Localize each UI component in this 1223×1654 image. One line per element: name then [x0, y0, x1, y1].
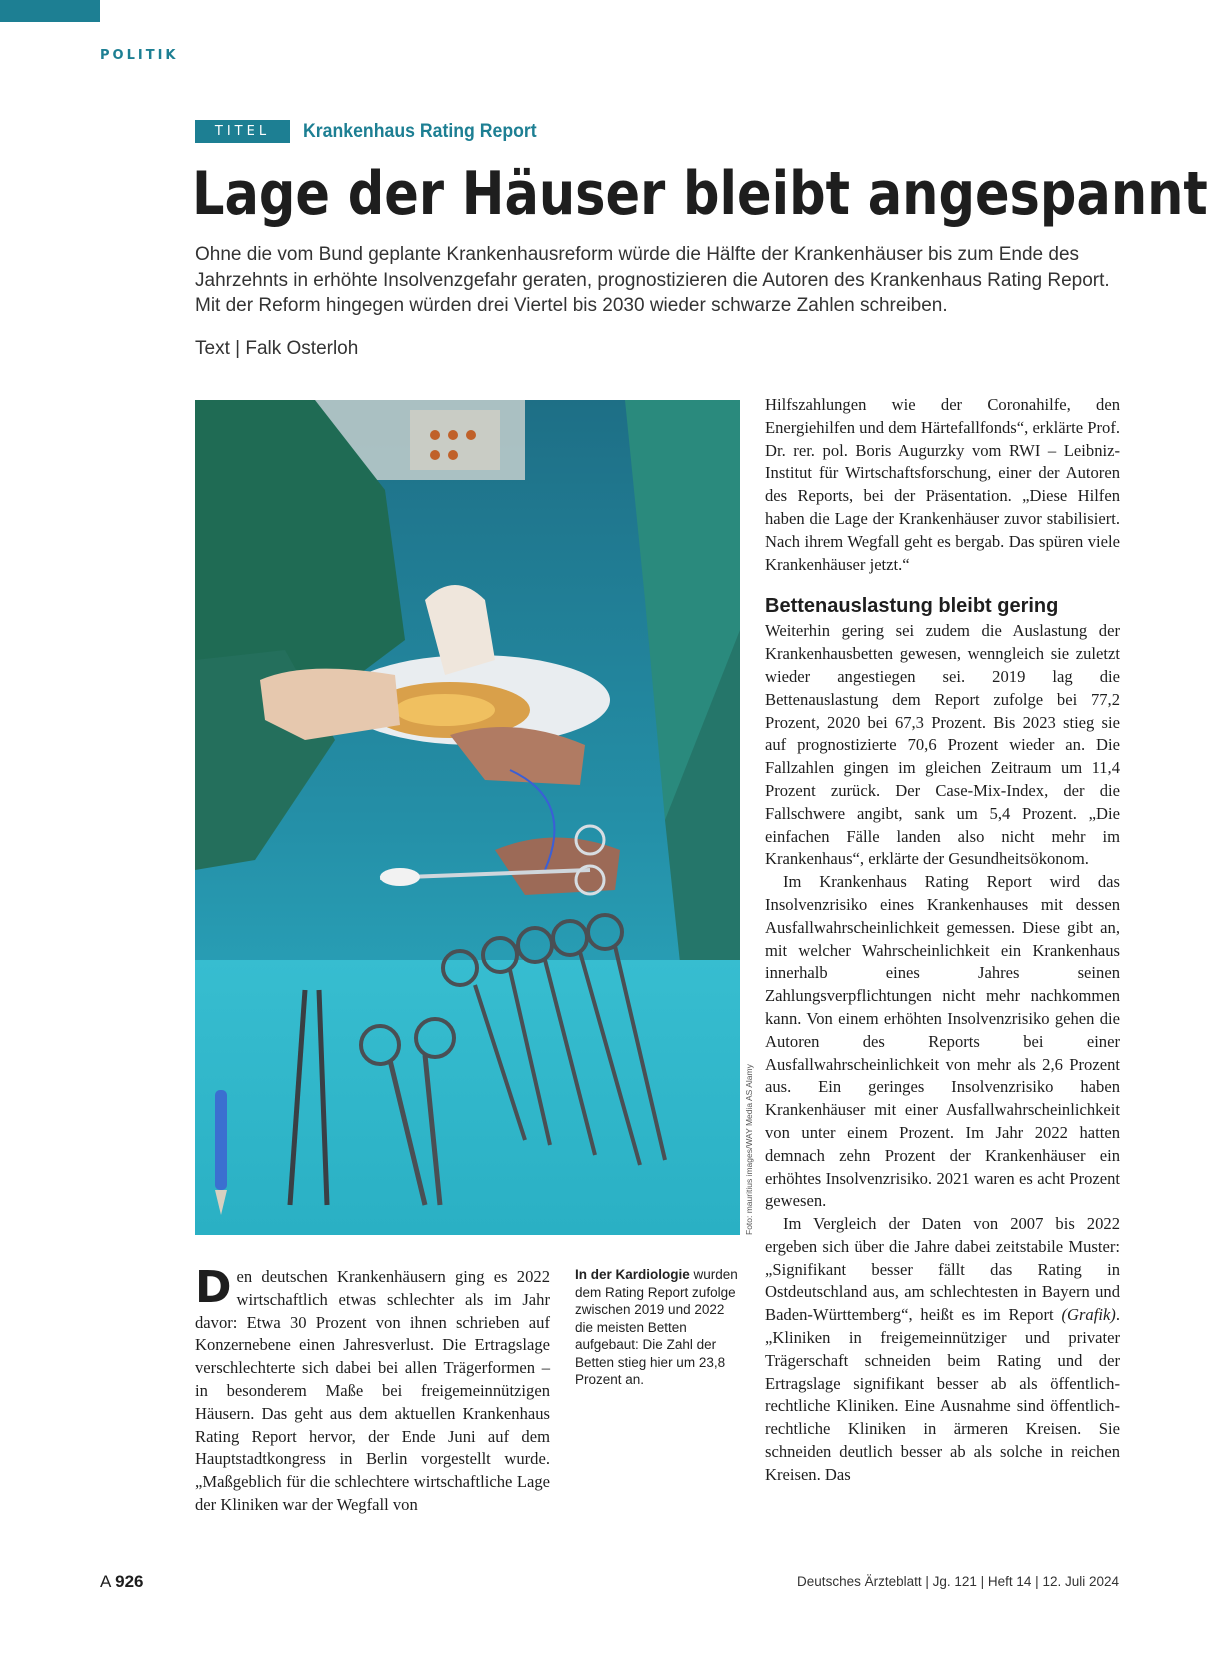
body-column-right	[765, 394, 1120, 1487]
page-number	[100, 1572, 144, 1592]
kicker-topic: Krankenhaus Rating Report	[303, 120, 537, 142]
grafik-reference: (Grafik)	[1061, 1305, 1116, 1325]
article-author: Text | Falk Osterloh	[195, 338, 359, 359]
section-label: POLITIK	[100, 48, 179, 63]
body-paragraph: Weiterhin gering sei zudem die Auslastung der Krankenhausbetten gewesen, wenngleich sie zuletzt wieder angestiegen sei. 2019 lag die Bettenauslastung dem Report zufolge bei 77,2 Prozent, 2020 bei 67,3 Prozent. Bis 2023 stieg sie auf prognostizierte 70,6 Prozent wieder an. Die Fallzahlen gingen im gleichen Zeitraum um 11,4 Prozent zurück. Der Case-Mix-Index, der die Fallschwere angibt, sank um 5,4 Prozent. „Die einfachen Fälle landen also nicht mehr im Krankenhaus“, erklärte der Gesundheitsökonom.	[765, 621, 1120, 869]
body-paragraph: Im Krankenhaus Rating Report wird das Insolvenzrisiko eines Krankenhauses mit dessen Ausfallwahrscheinlichkeit gemessen. Diese gibt an, mit welcher Wahrscheinlichkeit ein Krankenhaus innerhalb eines Jahres seinen Zahlungsverpflichtungen nicht mehr nachkommen kann. Von einem erhöhten Insolvenzrisiko gehen die Autoren des Reports bei einer Ausfallwahrscheinlichkeit von mehr als 2,6 Prozent aus. Ein geringes Insolvenzrisiko haben Krankenhäuser mit einer Ausfallwahrscheinlichkeit von unter einem Prozent. Im Jahr 2022 hatten demnach zehn Prozent der Krankenhäuser ein erhöhtes Insolvenzrisiko. 2021 waren es acht Prozent gewesen.	[765, 872, 1120, 1211]
kicker	[195, 120, 554, 143]
body-paragraph	[765, 1213, 1120, 1487]
photo-caption	[575, 1266, 745, 1389]
kicker-badge: TITEL	[195, 120, 290, 143]
caption-lead: In der Kardiologie	[575, 1267, 690, 1282]
article-lead: Ohne die vom Bund geplante Krankenhausreform würde die Hälfte der Krankenhäuser bis zum Ende des Jahrzehnts in erhöhte Insolvenzgefahr geraten, prognostizieren die Autoren des Krankenhaus Rating Report. Mit der Reform hingegen würden drei Viertel bis 2030 wieder schwarze Zahlen schreiben.	[195, 244, 1110, 316]
subheading: Bettenauslastung bleibt gering	[765, 595, 1059, 618]
body-text: Im Vergleich der Daten von 2007 bis 2022 ergeben sich über die Jahre dabei zeitstabile Muster: „Signifikant besser fällt das Rating in Ostdeutschland aus, am schlechtesten in Bayern und Baden-Württemberg“, heißt es im Report	[765, 1214, 1120, 1325]
photo-credit: Foto: mauritius images/WAY Media AS Alamy	[744, 1064, 754, 1235]
body-text: en deutschen Krankenhäusern ging es 2022 wirtschaftlich etwas schlechter als im Jahr davor: Etwa 30 Prozent von ihnen schrieben auf Konzernebene einen Jahresverlust. Die Ertragslage verschlechterte sich dabei bei allen Trägerformen – in besonderem Maße bei freigemeinnützigen Häusern. Das geht aus dem aktuellen Krankenhaus Rating Report hervor, der Ende Juni auf dem Hauptstadtkongress in Berlin vorgestellt wurde. „Maßgeblich für die schlechtere wirtschaftliche Lage der Kliniken war der Wegfall von	[195, 1267, 550, 1514]
page-number-value: 926	[115, 1572, 144, 1591]
body-text: . „Kliniken in freigemeinnütziger und privater Trägerschaft schneiden beim Rating und der Ertragslage signifikant besser ab als öffentlich-rechtliche Kliniken. Eine Ausnahme sind öffentlich-rechtliche Kliniken in ärmeren Kreisen. Sie schneiden deutlich besser ab als solche in reichen Kreisen. Das	[765, 1305, 1120, 1484]
body-paragraph: Hilfszahlungen wie der Coronahilfe, den Energiehilfen und dem Härtefallfonds“, erklärte Prof. Dr. rer. pol. Boris Augurzky vom RWI – Leibniz-Institut für Wirtschaftsforschung, einer der Autoren des Reports, bei der Präsentation. „Diese Hilfen haben die Lage der Krankenhäuser zuvor stabilisiert. Nach ihrem Wegfall geht es bergab. Das spüren viele Krankenhäuser jetzt.“	[765, 395, 1120, 574]
body-column-left	[195, 1262, 550, 1517]
caption-text: wurden dem Rating Report zufolge zwischen 2019 und 2022 die meisten Betten aufgebaut: Die Zahl der Betten stieg hier um 23,8 Prozent an.	[575, 1267, 738, 1387]
drop-cap: D	[195, 1262, 232, 1313]
section-color-bar	[0, 0, 100, 22]
publication-info: Deutsches Ärzteblatt | Jg. 121 | Heft 14 | 12. Juli 2024	[797, 1574, 1119, 1589]
surgery-photo	[195, 400, 740, 1235]
page-prefix: A	[100, 1572, 116, 1591]
article-headline: Lage der Häuser bleibt angespannt	[192, 159, 1208, 229]
